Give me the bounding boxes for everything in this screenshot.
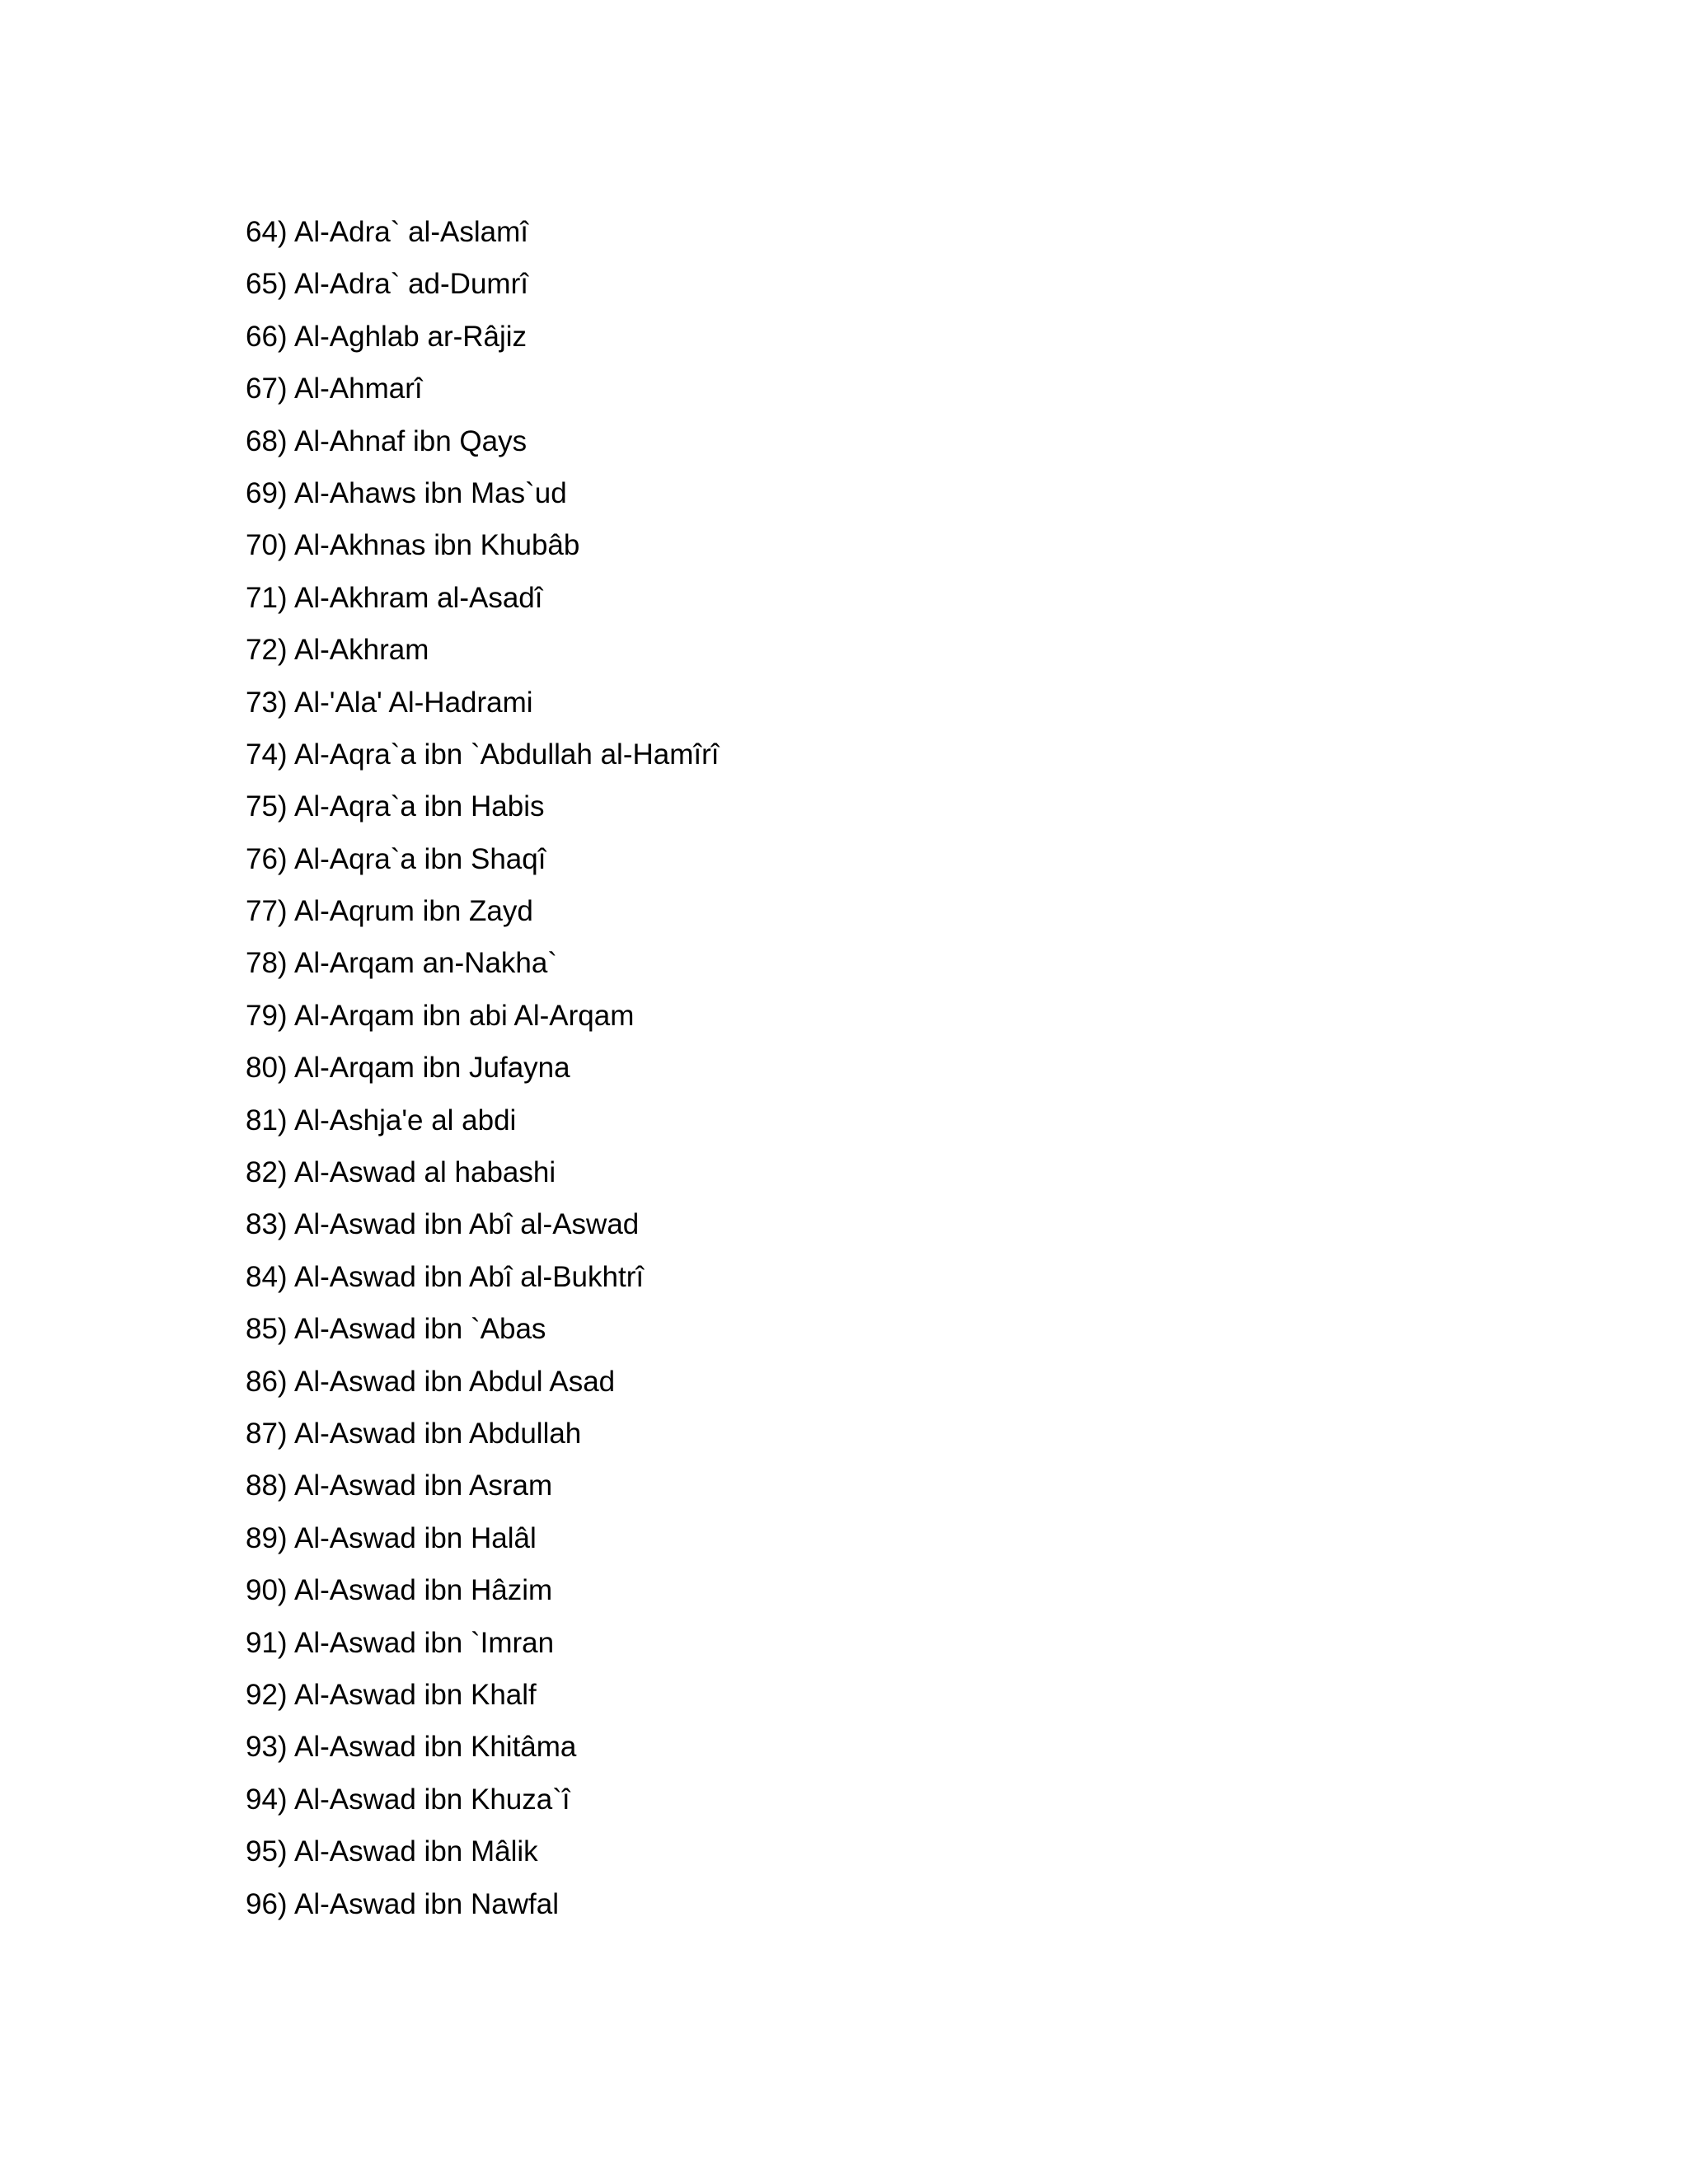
entry-name: Al-Aqra`a ibn Habis: [294, 790, 545, 823]
entry-number: 95): [246, 1835, 288, 1868]
entry-name: Al-Ashja'e al abdi: [294, 1104, 517, 1137]
entry-number: 72): [246, 634, 288, 667]
entry-name: Al-Aswad ibn Nawfal: [294, 1887, 559, 1920]
list-item: [246, 415, 719, 467]
entry-name: Al-Aswad ibn `Abas: [294, 1313, 546, 1346]
list-item: [246, 729, 719, 780]
list-item: [246, 1146, 719, 1198]
entry-number: 92): [246, 1678, 288, 1711]
entry-number: 82): [246, 1156, 288, 1189]
list-item: [246, 1198, 719, 1250]
entry-name: Al-'Ala' Al-Hadrami: [294, 686, 533, 719]
entry-name: Al-Adra` al-Aslamî: [294, 216, 528, 248]
entry-number: 84): [246, 1260, 288, 1293]
entry-number: 96): [246, 1887, 288, 1920]
entry-number: 80): [246, 1052, 288, 1085]
entry-number: 88): [246, 1469, 288, 1502]
entry-number: 78): [246, 947, 288, 980]
entry-name: Al-Aswad ibn Abî al-Aswad: [294, 1208, 640, 1241]
list-item: [246, 1512, 719, 1564]
list-item: [246, 624, 719, 676]
list-item: [246, 311, 719, 363]
list-item: [246, 1356, 719, 1408]
list-item: [246, 1251, 719, 1303]
list-item: [246, 1669, 719, 1721]
entry-name: Al-Arqam ibn Jufayna: [294, 1052, 570, 1085]
entry-number: 79): [246, 999, 288, 1032]
entry-number: 75): [246, 790, 288, 823]
entry-name: Al-Aswad ibn Khuza`î: [294, 1783, 570, 1816]
list-item: [246, 206, 719, 258]
entry-name: Al-Ahaws ibn Mas`ud: [294, 476, 567, 509]
entry-number: 66): [246, 320, 288, 353]
entry-number: 73): [246, 686, 288, 719]
list-item: [246, 990, 719, 1042]
list-item: [246, 519, 719, 571]
entry-name: Al-Adra` ad-Dumrî: [294, 268, 528, 301]
entry-number: 85): [246, 1313, 288, 1346]
entry-number: 64): [246, 216, 288, 248]
entry-name: Al-Aqrum ibn Zayd: [294, 895, 533, 928]
list-item: [246, 467, 719, 519]
entry-number: 67): [246, 373, 288, 405]
entry-name: Al-Aghlab ar-Râjiz: [294, 320, 528, 353]
list-item: [246, 937, 719, 989]
entry-name: Al-Arqam ibn abi Al-Arqam: [294, 999, 635, 1032]
entry-number: 70): [246, 529, 288, 562]
entry-number: 90): [246, 1574, 288, 1607]
entry-name: Al-Akhram al-Asadî: [294, 581, 543, 614]
entry-name: Al-Aswad ibn Asram: [294, 1469, 553, 1502]
entry-number: 86): [246, 1365, 288, 1398]
entry-name: Al-Aqra`a ibn Shaqî: [294, 842, 546, 875]
entry-number: 87): [246, 1417, 288, 1450]
entry-number: 83): [246, 1208, 288, 1241]
entry-name: Al-Aswad ibn Khitâma: [294, 1731, 577, 1764]
entry-number: 71): [246, 581, 288, 614]
entry-name: Al-Ahmarî: [294, 373, 423, 405]
entry-number: 65): [246, 268, 288, 301]
entry-name: Al-Aswad ibn Mâlik: [294, 1835, 538, 1868]
list-item: [246, 780, 719, 832]
entry-number: 94): [246, 1783, 288, 1816]
entry-name: Al-Aswad ibn Khalf: [294, 1678, 537, 1711]
list-item: [246, 1878, 719, 1930]
list-item: [246, 1303, 719, 1355]
entry-name: Al-Akhnas ibn Khubâb: [294, 529, 580, 562]
entry-number: 76): [246, 842, 288, 875]
entry-name: Al-Aswad ibn Halâl: [294, 1521, 537, 1554]
list-item: [246, 885, 719, 937]
entry-name: Al-Aswad ibn Abî al-Bukhtrî: [294, 1260, 645, 1293]
entry-name: Al-Aswad ibn Abdul Asad: [294, 1365, 616, 1398]
entry-number: 74): [246, 738, 288, 771]
list-item: [246, 258, 719, 310]
entry-name: Al-Aswad ibn `Imran: [294, 1626, 555, 1659]
entry-name: Al-Aswad al habashi: [294, 1156, 556, 1189]
name-list: [246, 206, 719, 1930]
entry-number: 81): [246, 1104, 288, 1137]
list-item: [246, 1042, 719, 1094]
entry-number: 89): [246, 1521, 288, 1554]
list-item: [246, 1774, 719, 1825]
list-item: [246, 1564, 719, 1616]
list-item: [246, 677, 719, 729]
entry-name: Al-Aqra`a ibn `Abdullah al-Hamîrî: [294, 738, 720, 771]
list-item: [246, 1721, 719, 1773]
entry-number: 68): [246, 424, 288, 457]
list-item: [246, 833, 719, 885]
entry-number: 77): [246, 895, 288, 928]
entry-name: Al-Akhram: [294, 634, 429, 667]
entry-name: Al-Ahnaf ibn Qays: [294, 424, 528, 457]
list-item: [246, 572, 719, 624]
entry-name: Al-Arqam an-Nakha`: [294, 947, 557, 980]
list-item: [246, 1408, 719, 1460]
list-item: [246, 363, 719, 415]
entry-number: 91): [246, 1626, 288, 1659]
list-item: [246, 1460, 719, 1511]
entry-name: Al-Aswad ibn Hâzim: [294, 1574, 553, 1607]
list-item: [246, 1094, 719, 1146]
list-item: [246, 1825, 719, 1877]
entry-name: Al-Aswad ibn Abdullah: [294, 1417, 582, 1450]
entry-number: 69): [246, 476, 288, 509]
entry-number: 93): [246, 1731, 288, 1764]
list-item: [246, 1617, 719, 1669]
